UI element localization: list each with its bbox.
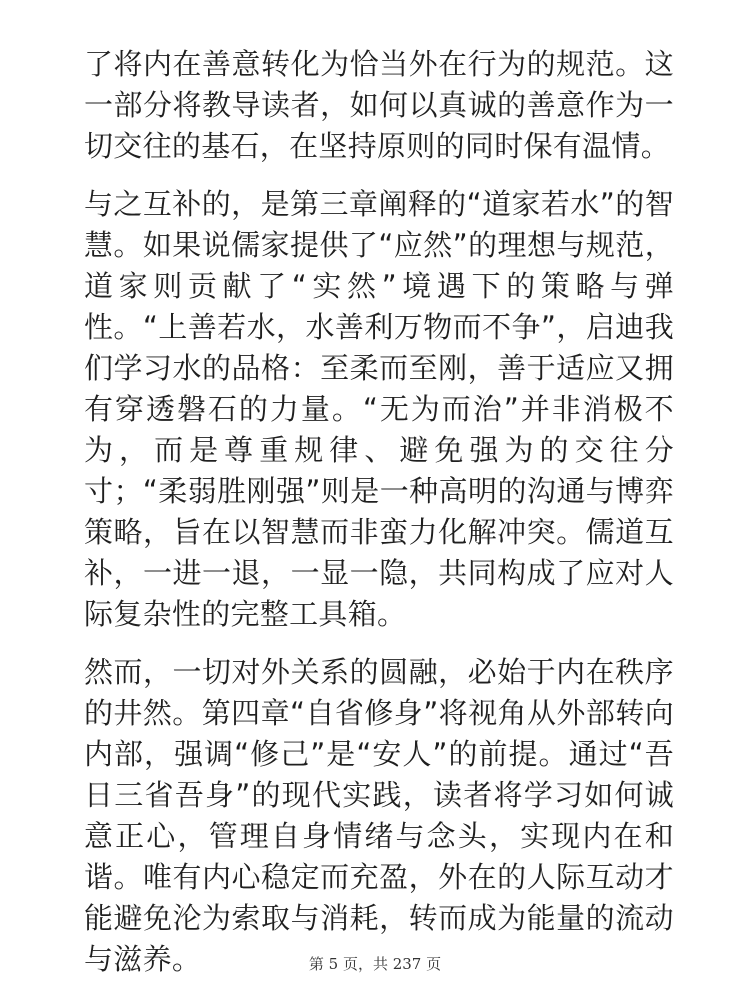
page-number: 第 5 页，共 237 页 xyxy=(308,955,442,973)
paragraph-2: 与之互补的，是第三章阐释的“道家若水”的智慧。如果说儒家提供了“应然”的理想与规范，道家则贡献了“实然”境遇下的策略与弹性。“上善若水，水善利万物而不争”，启迪我们学习水的品格：至柔而至刚，善于适应又拥有穿透磐石的力量。“无为而治”并非消极不为，而是尊重规律、避免强为的交往分寸；“柔弱胜刚强”则是一种高明的沟通与博弈策略，旨在以智慧而非蛮力化解冲突。儒道互补，一进一退，一显一隐，共同构成了应对人际复杂性的完整工具箱。 xyxy=(84,187,674,631)
paragraph-1: 了将内在善意转化为恰当外在行为的规范。这一部分将教导读者，如何以真诚的善意作为一切交往的基石，在坚持原则的同时保有温情。 xyxy=(84,47,674,163)
paragraph-3: 然而，一切对外关系的圆融，必始于内在秩序的井然。第四章“自省修身”将视角从外部转向内部，强调“修己”是“安人”的前提。通过“吾日三省吾身”的现代实践，读者将学习如何诚意正心，管理自身情绪与念头，实现内在和谐。唯有内心稳定而充盈，外在的人际互动才能避免沦为索取与消耗，转而成为能量的流动与滋养。 xyxy=(84,655,674,976)
page-footer xyxy=(0,953,750,974)
page-body xyxy=(84,44,674,980)
